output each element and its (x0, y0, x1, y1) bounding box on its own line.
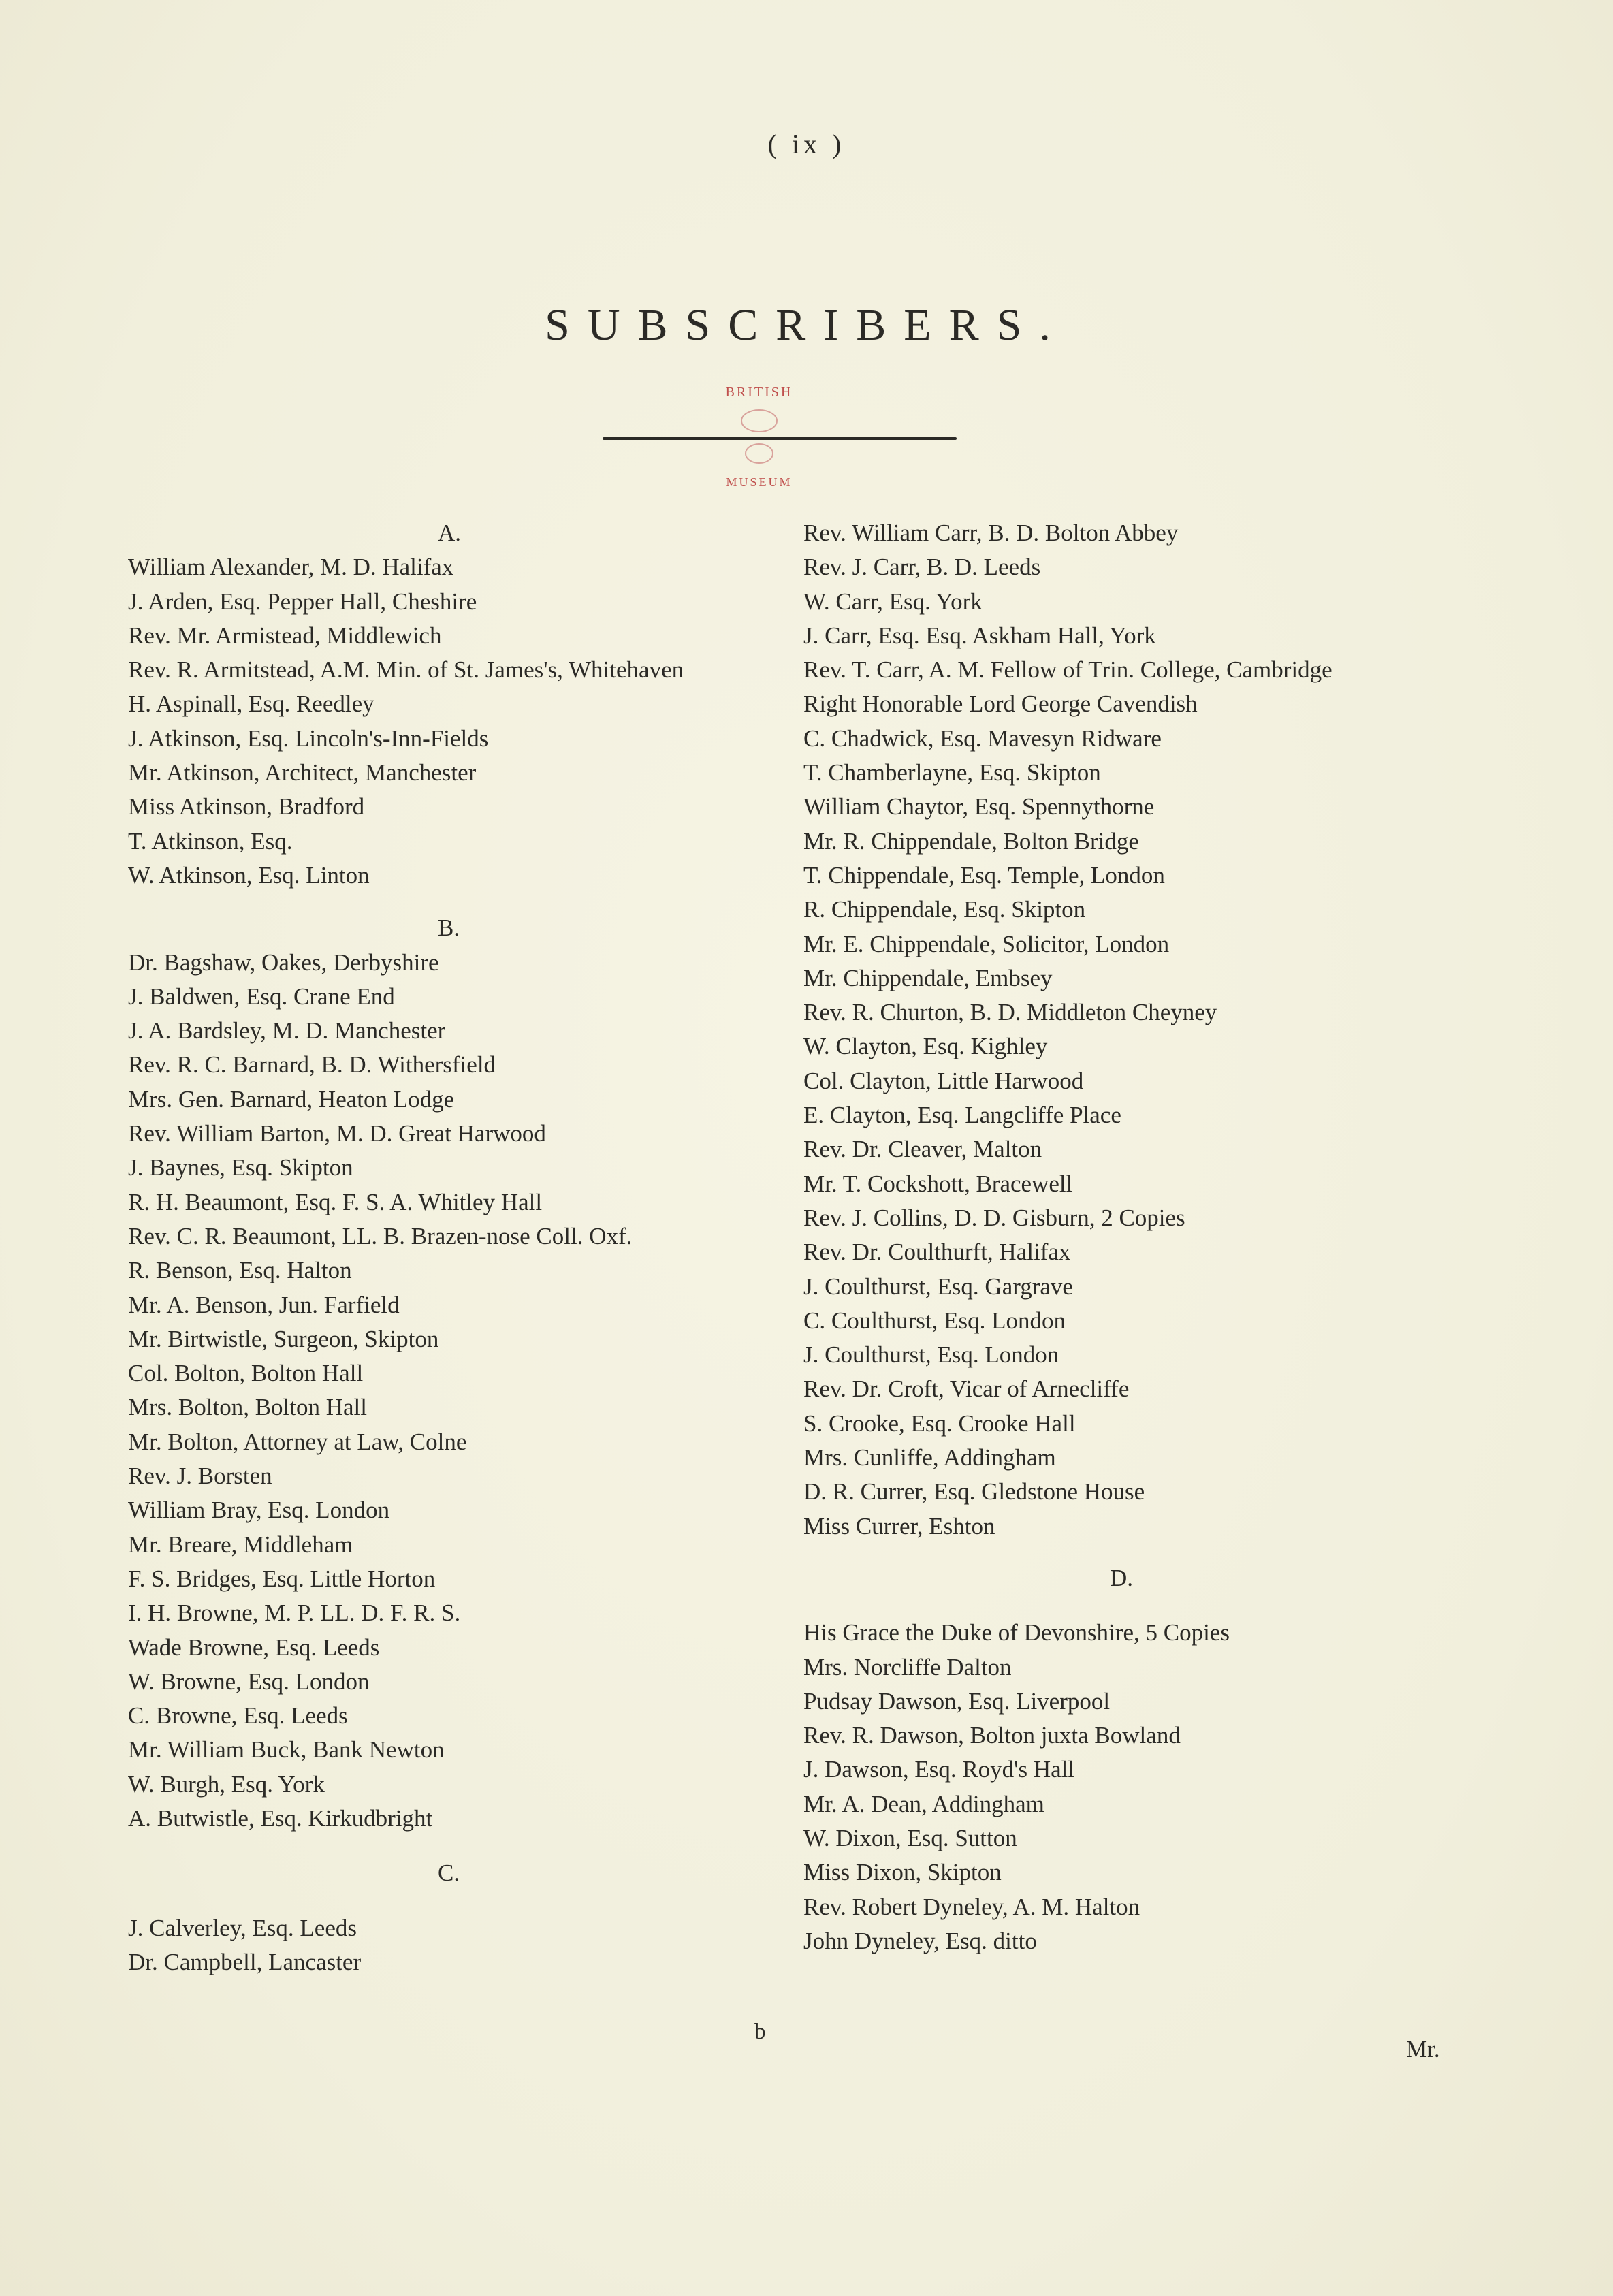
subscriber-entry: Pudsay Dawson, Esq. Liverpool (803, 1687, 1111, 1715)
subscriber-entry: R. Chippendale, Esq. Skipton (803, 896, 1086, 923)
subscriber-entry: Mr. E. Chippendale, Solicitor, London (803, 930, 1170, 957)
subscriber-entry: John Dyneley, Esq. ditto (803, 1927, 1037, 1954)
subscriber-entry: J. Arden, Esq. Pepper Hall, Cheshire (128, 588, 477, 615)
subscriber-entry: Mr. Bolton, Attorney at Law, Colne (128, 1428, 467, 1455)
subscriber-entry: Miss Dixon, Skipton (803, 1859, 1002, 1886)
subscriber-entry: W. Burgh, Esq. York (128, 1770, 325, 1798)
section-letter-a: A. (438, 520, 462, 546)
subscriber-entry: T. Chamberlayne, Esq. Skipton (803, 759, 1101, 786)
subscriber-entry: Mr. Birtwistle, Surgeon, Skipton (128, 1325, 439, 1352)
subscriber-entry: Rev. R. Armitstead, A.M. Min. of St. James's, Whitehaven (128, 656, 684, 684)
subscriber-entry: Rev. R. Dawson, Bolton juxta Bowland (803, 1722, 1181, 1749)
catchword: Mr. (1406, 2036, 1440, 2062)
section-d-list (803, 1616, 1539, 1958)
section-letter-d: D. (1110, 1564, 1134, 1591)
subscriber-entry: Miss Atkinson, Bradford (128, 793, 365, 820)
subscriber-entry: Col. Clayton, Little Harwood (803, 1067, 1084, 1094)
subscriber-entry: D. R. Currer, Esq. Gledstone House (803, 1478, 1145, 1505)
subscriber-entry: E. Clayton, Esq. Langcliffe Place (803, 1102, 1121, 1129)
right-column (803, 516, 1539, 1958)
section-b-list (128, 946, 809, 1836)
subscriber-entry: Mr. A. Benson, Jun. Farfield (128, 1291, 400, 1318)
subscriber-entry: Mrs. Cunliffe, Addingham (803, 1444, 1056, 1471)
subscriber-entry: A. Butwistle, Esq. Kirkudbright (128, 1804, 433, 1832)
subscriber-entry: Rev. R. Churton, B. D. Middleton Cheyney (803, 999, 1217, 1026)
subscriber-entry: J. Baldwen, Esq. Crane End (128, 983, 395, 1010)
subscriber-entry: Rev. Mr. Armistead, Middlewich (128, 622, 442, 649)
subscriber-entry: William Alexander, M. D. Halifax (128, 554, 454, 581)
subscriber-entry: Rev. J. Carr, B. D. Leeds (803, 554, 1041, 581)
subscriber-entry: C. Coulthurst, Esq. London (803, 1307, 1066, 1334)
subscriber-entry: T. Atkinson, Esq. (128, 827, 293, 855)
subscriber-entry: William Chaytor, Esq. Spennythorne (803, 793, 1155, 820)
subscriber-entry: J. Coulthurst, Esq. Gargrave (803, 1273, 1073, 1300)
subscriber-entry: Dr. Campbell, Lancaster (128, 1948, 362, 1975)
subscriber-entry: R. Benson, Esq. Halton (128, 1257, 352, 1284)
subscriber-entry: R. H. Beaumont, Esq. F. S. A. Whitley Hall (128, 1188, 543, 1215)
subscriber-entry: I. H. Browne, M. P. LL. D. F. R. S. (128, 1599, 461, 1627)
section-a-list (128, 550, 809, 893)
subscriber-entry: Mr. William Buck, Bank Newton (128, 1736, 445, 1764)
subscriber-entry: H. Aspinall, Esq. Reedley (128, 690, 374, 718)
subscriber-entry: Mr. Chippendale, Embsey (803, 964, 1053, 991)
subscriber-entry: Rev. Dr. Cleaver, Malton (803, 1136, 1042, 1163)
page-title: SUBSCRIBERS. (545, 300, 1068, 350)
section-c-list (128, 1911, 809, 1980)
subscriber-entry: Miss Currer, Eshton (803, 1512, 995, 1540)
subscriber-entry: Rev. J. Borsten (128, 1463, 272, 1490)
subscriber-entry: Rev. T. Carr, A. M. Fellow of Trin. College, Cambridge (803, 656, 1332, 684)
subscriber-entry: W. Dixon, Esq. Sutton (803, 1824, 1017, 1851)
signature-mark: b (754, 2020, 766, 2044)
subscriber-entry: W. Carr, Esq. York (803, 588, 983, 615)
subscriber-entry: Mrs. Gen. Barnard, Heaton Lodge (128, 1085, 455, 1113)
subscriber-entry: Rev. C. R. Beaumont, LL. B. Brazen-nose Coll. Oxf. (128, 1222, 633, 1249)
subscriber-entry: Mrs. Norcliffe Dalton (803, 1653, 1012, 1680)
subscriber-entry: Rev. Dr. Croft, Vicar of Arnecliffe (803, 1375, 1130, 1403)
subscriber-entry: Col. Bolton, Bolton Hall (128, 1360, 364, 1387)
subscriber-entry: Wade Browne, Esq. Leeds (128, 1633, 380, 1661)
subscriber-entry: J. Dawson, Esq. Royd's Hall (803, 1756, 1075, 1783)
left-column (128, 516, 809, 1979)
page-number: ( ix ) (767, 129, 846, 159)
section-letter-c: C. (438, 1860, 460, 1887)
subscriber-entry: Right Honorable Lord George Cavendish (803, 690, 1198, 718)
subscriber-entry: Mrs. Bolton, Bolton Hall (128, 1394, 367, 1421)
subscriber-entry: C. Browne, Esq. Leeds (128, 1702, 348, 1729)
subscriber-entry: Rev. J. Collins, D. D. Gisburn, 2 Copies (803, 1204, 1185, 1231)
subscriber-entry: W. Clayton, Esq. Kighley (803, 1033, 1048, 1060)
subscriber-entry: Mr. A. Dean, Addingham (803, 1790, 1044, 1817)
subscriber-entry: William Bray, Esq. London (128, 1497, 390, 1524)
subscriber-entry: Rev. Dr. Coulthurft, Halifax (803, 1239, 1071, 1266)
section-c-continued-list (803, 516, 1539, 1544)
subscriber-entry: F. S. Bridges, Esq. Little Horton (128, 1565, 436, 1592)
subscriber-entry: Mr. R. Chippendale, Bolton Bridge (803, 827, 1139, 855)
subscriber-entry: Dr. Bagshaw, Oakes, Derbyshire (128, 948, 439, 976)
subscriber-entry: Rev. William Barton, M. D. Great Harwood (128, 1120, 546, 1147)
library-stamp-icon (708, 373, 810, 496)
subscriber-entry: W. Atkinson, Esq. Linton (128, 861, 370, 889)
subscriber-entry: C. Chadwick, Esq. Mavesyn Ridware (803, 724, 1162, 752)
subscriber-entry: Mr. T. Cockshott, Bracewell (803, 1170, 1073, 1197)
subscriber-entry: Rev. William Carr, B. D. Bolton Abbey (803, 520, 1179, 546)
section-letter-b: B. (438, 914, 460, 942)
subscriber-entry: J. Calverley, Esq. Leeds (128, 1914, 357, 1941)
stamp-bottom-text: MUSEUM (726, 475, 793, 489)
title-rule (603, 437, 957, 440)
subscriber-entry: J. Atkinson, Esq. Lincoln's-Inn-Fields (128, 724, 489, 752)
stamp-top-text: BRITISH (725, 385, 793, 400)
subscriber-entry: J. A. Bardsley, M. D. Manchester (128, 1017, 446, 1045)
subscriber-entry: J. Carr, Esq. Esq. Askham Hall, York (803, 622, 1156, 649)
subscriber-entry: J. Coulthurst, Esq. London (803, 1341, 1059, 1369)
subscriber-entry: J. Baynes, Esq. Skipton (128, 1154, 353, 1181)
subscriber-entry: Mr. Atkinson, Architect, Manchester (128, 759, 477, 786)
subscriber-entry: His Grace the Duke of Devonshire, 5 Copies (803, 1619, 1230, 1646)
subscriber-entry: Mr. Breare, Middleham (128, 1531, 353, 1558)
subscriber-entry: Rev. Robert Dyneley, A. M. Halton (803, 1893, 1140, 1920)
subscriber-entry: S. Crooke, Esq. Crooke Hall (803, 1409, 1076, 1437)
subscriber-entry: W. Browne, Esq. London (128, 1668, 370, 1695)
subscriber-entry: T. Chippendale, Esq. Temple, London (803, 861, 1165, 889)
subscriber-entry: Rev. R. C. Barnard, B. D. Withersfield (128, 1051, 496, 1079)
